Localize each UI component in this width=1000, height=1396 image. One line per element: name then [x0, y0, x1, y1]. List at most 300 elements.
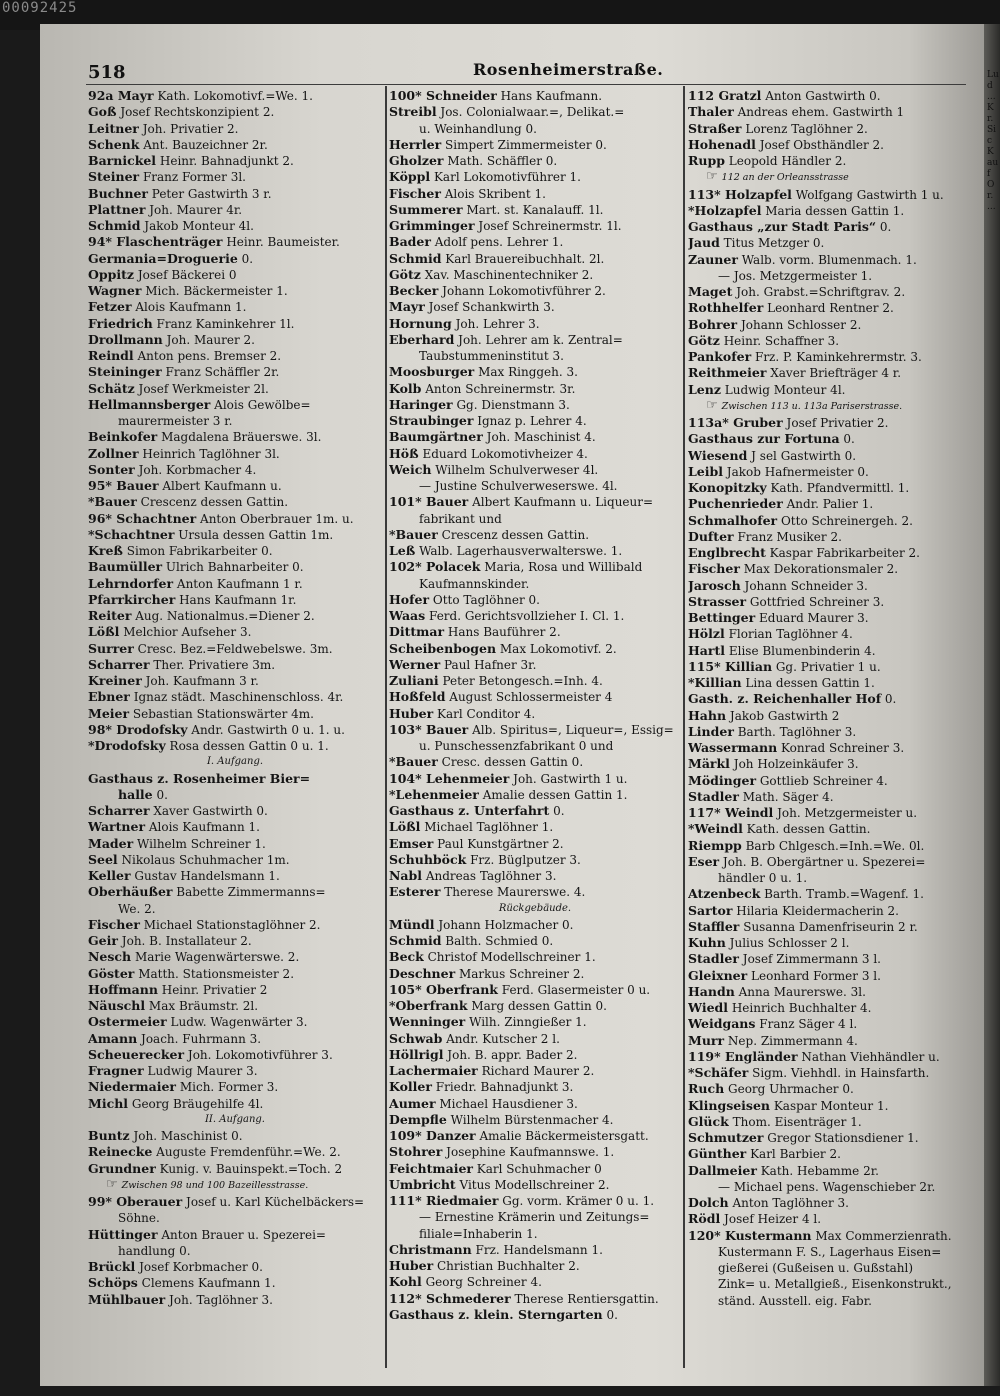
- directory-entry: [88, 998, 382, 1014]
- resident-details: Josef Bäckerei 0: [134, 267, 237, 282]
- resident-details: Andreas ehem. Gastwirth 1: [733, 105, 905, 120]
- entry-continuation: [688, 268, 964, 284]
- pointing-hand-icon: ☞: [106, 1176, 118, 1192]
- directory-entry: [688, 153, 964, 169]
- resident-details: Xaver Briefträger 4 r.: [766, 366, 902, 381]
- directory-entry: [389, 527, 681, 543]
- directory-entry: [688, 104, 964, 120]
- resident-name: Scharrer: [88, 656, 150, 672]
- entry-text: gießerei (Gußeisen u. Gußstahl): [718, 1261, 914, 1275]
- resident-details: Joh. Maschinist 4.: [482, 430, 596, 445]
- resident-name: Steiner: [88, 169, 140, 185]
- entry-text: handlung 0.: [118, 1243, 191, 1258]
- resident-name: Schmid: [389, 933, 442, 948]
- resident-name: Göster: [88, 965, 135, 981]
- resident-details: Georg Bräugehilfe 4l.: [128, 1096, 264, 1111]
- directory-entry: [88, 1194, 382, 1210]
- directory-entry: [688, 724, 964, 740]
- resident-details: Christian Buchhalter 2.: [433, 1259, 580, 1273]
- resident-details: Michael Stationstaglöhner 2.: [139, 917, 321, 932]
- resident-details: Heinr. Schaffner 3.: [719, 333, 840, 348]
- resident-name: Pfarrkircher: [88, 591, 176, 607]
- directory-entry: [688, 382, 964, 398]
- entry-text: — Jos. Metzgermeister 1.: [718, 268, 873, 283]
- entry-continuation: [389, 1209, 681, 1225]
- directory-entry: [88, 1259, 382, 1275]
- resident-details: Gg. Privatier 1 u.: [772, 659, 881, 674]
- entry-continuation: [688, 1260, 964, 1276]
- directory-entry: [389, 1047, 681, 1063]
- directory-entry: [88, 559, 382, 575]
- entry-text: Zink= u. Metallgieß., Eisenkonstrukt.,: [718, 1277, 952, 1292]
- directory-entry: [688, 415, 964, 431]
- resident-details: Heinrich Taglöhner 3l.: [138, 446, 280, 461]
- resident-details: Franz Musiker 2.: [733, 529, 842, 544]
- resident-details: Frz. Büglputzer 3.: [466, 852, 581, 867]
- resident-name: Mödinger: [688, 772, 757, 788]
- resident-name: Wassermann: [688, 740, 778, 755]
- resident-name: Eser: [688, 853, 720, 869]
- resident-name: Gleixner: [688, 967, 748, 983]
- resident-name: Atzenbeck: [688, 886, 761, 902]
- directory-entry: [688, 219, 964, 235]
- resident-details: Joh. Privatier 2.: [138, 121, 239, 136]
- entry-text: Kaufmannskinder.: [419, 576, 530, 591]
- resident-details: Anton Oberbrauer 1m. u.: [196, 511, 354, 526]
- resident-name: Beinkofer: [88, 429, 158, 445]
- resident-details: Aug. Nationalmus.=Diener 2.: [131, 609, 315, 623]
- resident-name: Höllrigl: [389, 1046, 444, 1062]
- directory-entry: [688, 838, 964, 854]
- directory-entry: [389, 202, 681, 218]
- entry-text: I. Aufgang.: [206, 756, 264, 768]
- directory-entry: [688, 1000, 964, 1016]
- resident-name: Bohrer: [688, 316, 738, 332]
- resident-details: Gottlieb Schreiner 4.: [756, 773, 888, 788]
- directory-entry: [88, 1292, 382, 1308]
- resident-name: Goß: [88, 104, 117, 120]
- resident-name: Schuhböck: [389, 851, 467, 867]
- resident-details: 0.: [237, 251, 254, 266]
- resident-name: Lachermaier: [389, 1063, 478, 1078]
- directory-entry: [88, 527, 382, 543]
- directory-entry: [389, 251, 681, 267]
- resident-name: Weidgans: [688, 1016, 756, 1032]
- resident-name: Wiesend: [688, 447, 748, 463]
- directory-entry: [88, 186, 382, 202]
- directory-entry: [688, 1049, 964, 1065]
- resident-details: Marie Wagenwärterswe. 2.: [131, 950, 300, 965]
- resident-details: Cresc. dessen Gattin 0.: [437, 755, 584, 770]
- directory-entry: [88, 803, 382, 819]
- cross-street-note: [688, 398, 964, 415]
- resident-name: Gholzer: [389, 153, 444, 168]
- resident-details: Josef Rechtskonzipient 2.: [116, 105, 275, 120]
- resident-details: Joh. Lehrer 3.: [451, 316, 540, 331]
- resident-name: Jaud: [688, 235, 720, 251]
- directory-entry: [389, 787, 681, 803]
- directory-entry: [88, 1096, 382, 1112]
- resident-name: *Holzapfel: [688, 202, 762, 218]
- section-heading: [88, 1112, 382, 1128]
- resident-name: Bettinger: [688, 610, 756, 625]
- resident-name: Gasthaus zur Fortuna: [688, 431, 840, 447]
- directory-entry: [688, 626, 964, 642]
- resident-details: Wilhelm Schreiner 1.: [133, 836, 266, 851]
- resident-details: Marg dessen Gattin 0.: [467, 999, 607, 1013]
- resident-details: Eduard Maurer 3.: [755, 611, 869, 625]
- resident-name: Glück: [688, 1113, 729, 1129]
- entry-continuation: [688, 1276, 964, 1292]
- resident-details: Sigm. Viehhdl. in Hainsfarth.: [748, 1066, 930, 1080]
- resident-name: Reindl: [88, 348, 134, 363]
- resident-details: Frz. P. Kaminkehrermstr. 3.: [751, 350, 922, 364]
- directory-entry: [688, 284, 964, 300]
- directory-entry: [88, 836, 382, 852]
- resident-details: Joh. B. Installateur 2.: [117, 934, 252, 948]
- resident-details: Alois Kaufmann 1.: [145, 820, 260, 835]
- resident-name: Barnickel: [88, 153, 157, 168]
- directory-entry: [88, 364, 382, 380]
- resident-name: Fischer: [389, 185, 441, 201]
- resident-details: Matth. Stationsmeister 2.: [134, 966, 295, 981]
- resident-name: Fischer: [688, 561, 740, 577]
- cross-street-note: [688, 169, 964, 186]
- directory-entry: [688, 984, 964, 1000]
- directory-entry: [88, 251, 382, 267]
- resident-name: Streibl: [389, 104, 437, 120]
- resident-details: Josef Schreinermstr. 1l.: [474, 219, 622, 233]
- directory-entry: [88, 202, 382, 218]
- resident-details: Joh. Grabst.=Schriftgrav. 2.: [732, 285, 906, 299]
- resident-details: Eduard Lokomotivheizer 4.: [418, 446, 588, 461]
- resident-name: Kolb: [389, 380, 422, 396]
- resident-details: Otto Schreinergeh. 2.: [777, 513, 913, 528]
- resident-name: Hölzl: [688, 626, 725, 642]
- directory-entry: [688, 317, 964, 333]
- directory-entry: [688, 333, 964, 349]
- resident-name: Waas: [389, 608, 426, 623]
- directory-entry: [88, 1275, 382, 1291]
- resident-name: Geir: [88, 933, 118, 948]
- entry-text: 112 an der Orleansstrasse: [721, 172, 849, 184]
- resident-name: 117* Weindl: [688, 805, 774, 820]
- resident-details: Anton Brauer u. Spezerei=: [157, 1227, 326, 1242]
- directory-entry: [688, 448, 964, 464]
- resident-name: Deschner: [389, 965, 456, 981]
- resident-name: Leß: [389, 543, 416, 558]
- directory-entry: [88, 738, 382, 754]
- resident-name: 111* Riedmaier: [389, 1193, 499, 1208]
- resident-name: Götz: [389, 266, 421, 282]
- resident-name: Schwab: [389, 1030, 443, 1046]
- resident-name: Ebner: [88, 689, 130, 705]
- directory-entry: [688, 854, 964, 870]
- resident-details: Joh. B. appr. Bader 2.: [443, 1047, 578, 1062]
- resident-name: Esterer: [389, 884, 441, 900]
- directory-entry: [688, 1211, 964, 1227]
- resident-details: Leonhard Former 3 l.: [747, 968, 881, 983]
- directory-entry: [389, 1291, 681, 1307]
- resident-name: Reinecke: [88, 1144, 153, 1160]
- resident-details: Josef Werkmeister 2l.: [134, 381, 269, 396]
- resident-details: Karl Conditor 4.: [433, 706, 536, 721]
- resident-details: Nikolaus Schuhmacher 1m.: [117, 852, 290, 867]
- resident-details: Maria, Rosa und Willibald: [480, 560, 643, 575]
- resident-name: *Lehenmeier: [389, 786, 479, 802]
- resident-name: Nesch: [88, 949, 132, 965]
- cross-street-note: [88, 1177, 382, 1194]
- section-heading: [389, 901, 681, 917]
- resident-details: Peter Gastwirth 3 r.: [147, 186, 272, 201]
- resident-name: Fischer: [88, 916, 140, 932]
- resident-name: Schmid: [88, 218, 141, 233]
- resident-name: Wiedl: [688, 1000, 729, 1015]
- resident-details: Hans Kaufmann 1r.: [175, 592, 297, 607]
- resident-details: Julius Schlosser 2 l.: [725, 936, 850, 950]
- resident-name: 95* Bauer: [88, 478, 159, 493]
- resident-name: Schenk: [88, 136, 140, 152]
- resident-name: Dufter: [688, 528, 734, 544]
- directory-entry: [688, 951, 964, 967]
- resident-name: Günther: [688, 1146, 747, 1162]
- directory-entry: [389, 1307, 681, 1323]
- resident-details: Therese Rentiersgattin.: [510, 1291, 659, 1306]
- resident-details: Michael Taglöhner 1.: [420, 820, 554, 835]
- resident-details: 0.: [881, 692, 897, 707]
- resident-name: 120* Kustermann: [688, 1227, 812, 1243]
- resident-name: Lenz: [688, 381, 721, 397]
- resident-name: Germania=Droguerie: [88, 250, 238, 266]
- directory-entry: [389, 88, 681, 104]
- resident-name: *Drodofsky: [88, 738, 166, 753]
- resident-details: Wolfgang Gastwirth 1 u.: [791, 187, 944, 202]
- directory-entry: [688, 708, 964, 724]
- resident-details: Jos. Colonialwaar.=, Delikat.=: [436, 105, 625, 120]
- resident-name: *Schäfer: [688, 1065, 749, 1080]
- directory-entry: [88, 592, 382, 608]
- resident-name: 98* Drodofsky: [88, 721, 188, 737]
- directory-entry: [389, 706, 681, 722]
- resident-details: Mart. st. Kanalauff. 1l.: [462, 202, 604, 217]
- resident-name: Hornung: [389, 315, 452, 331]
- resident-name: Plattner: [88, 201, 146, 217]
- entry-continuation: [688, 1179, 964, 1195]
- directory-entry: [88, 446, 382, 462]
- directory-entry: [389, 1274, 681, 1290]
- directory-entry: [88, 1014, 382, 1030]
- resident-name: Sartor: [688, 902, 733, 918]
- resident-name: Straubinger: [389, 413, 474, 428]
- resident-name: Dempfle: [389, 1111, 447, 1127]
- resident-details: Karl Brauereibuchhalt. 2l.: [441, 251, 605, 266]
- directory-entry: [688, 1130, 964, 1146]
- entry-text: — Michael pens. Wagenschieber 2r.: [718, 1179, 936, 1194]
- resident-details: Andr. Kutscher 2 l.: [442, 1031, 560, 1046]
- resident-name: Maget: [688, 284, 733, 299]
- directory-entry: [389, 299, 681, 315]
- resident-name: *Killian: [688, 675, 742, 690]
- directory-entry: [688, 1114, 964, 1130]
- directory-entry: [389, 1063, 681, 1079]
- resident-details: Josef u. Karl Küchelbäckers=: [182, 1195, 365, 1209]
- resident-name: Kuhn: [688, 935, 726, 950]
- resident-name: Reithmeier: [688, 365, 767, 381]
- entry-text: Kustermann F. S., Lagerhaus Eisen=: [718, 1244, 942, 1259]
- resident-name: 112* Schmederer: [389, 1290, 511, 1306]
- entry-text: — Ernestine Krämerin und Zeitungs=: [419, 1210, 650, 1225]
- resident-details: Karl Schuhmacher 0: [472, 1161, 602, 1176]
- directory-entry: [88, 348, 382, 364]
- resident-name: Feichtmaier: [389, 1160, 473, 1176]
- resident-details: Kath. Hebamme 2r.: [756, 1163, 879, 1178]
- resident-name: Wenninger: [389, 1014, 466, 1030]
- column-divider-1: [385, 86, 387, 1368]
- resident-details: Joh. Maurer 4r.: [145, 202, 243, 217]
- resident-name: *Schachtner: [88, 526, 175, 542]
- resident-name: Ruch: [688, 1081, 725, 1097]
- resident-details: Josef Obsthändler 2.: [755, 137, 884, 152]
- entry-text: Söhne.: [118, 1211, 160, 1226]
- directory-entry: [88, 884, 382, 900]
- resident-name: Stohrer: [389, 1144, 443, 1160]
- directory-entry: [389, 1144, 681, 1160]
- resident-details: Alois Skribent 1.: [440, 186, 546, 201]
- resident-name: Niedermaier: [88, 1079, 177, 1095]
- entry-continuation: [688, 1293, 964, 1309]
- resident-name: Schmalhofer: [688, 512, 778, 528]
- resident-details: Max Lokomotivf. 2.: [496, 641, 617, 656]
- directory-entry: [389, 316, 681, 332]
- directory-entry: [688, 252, 964, 268]
- resident-details: Ludwig Monteur 4l.: [720, 382, 846, 397]
- directory-entry: [88, 1128, 382, 1144]
- directory-entry: [88, 1227, 382, 1243]
- directory-entry: [389, 234, 681, 250]
- directory-entry: [688, 464, 964, 480]
- resident-name: Zollner: [88, 445, 139, 461]
- resident-details: Simon Fabrikarbeiter 0.: [122, 544, 273, 558]
- resident-name: Gasthaus z. klein. Sterngarten: [389, 1306, 603, 1322]
- resident-name: Thaler: [688, 104, 734, 120]
- resident-details: Kath. Lokomotivf.=We. 1.: [153, 89, 313, 103]
- directory-entry: [688, 756, 964, 772]
- resident-name: 112 Gratzl: [688, 88, 762, 103]
- directory-entry: [389, 397, 681, 413]
- directory-entry: [389, 218, 681, 234]
- resident-name: Baumüller: [88, 559, 163, 575]
- resident-details: Alois Gewölbe=: [210, 397, 311, 412]
- resident-name: Surrer: [88, 640, 134, 656]
- directory-entry: [389, 966, 681, 982]
- directory-entry: [688, 886, 964, 902]
- page-number: 518: [88, 62, 126, 83]
- resident-name: Rupp: [688, 153, 725, 168]
- resident-details: Anton Taglöhner 3.: [728, 1196, 849, 1210]
- resident-details: Franz Säger 4 l.: [755, 1017, 858, 1032]
- directory-entry: [389, 819, 681, 835]
- directory-entry: [389, 884, 681, 900]
- directory-entry: [389, 283, 681, 299]
- resident-name: Riempp: [688, 837, 742, 853]
- resident-details: 0.: [876, 220, 892, 234]
- directory-entry: [688, 513, 964, 529]
- resident-details: Wilhelm Schulverweser 4l.: [431, 462, 599, 477]
- next-page-edge-text: Lud ... Kr. Sic Kauf Or. ...: [987, 70, 999, 212]
- resident-name: Hofer: [389, 591, 430, 607]
- entry-continuation: [88, 787, 382, 803]
- resident-name: Eberhard: [389, 331, 455, 347]
- directory-entry: [88, 283, 382, 299]
- directory-entry: [389, 673, 681, 689]
- resident-details: Albert Kaufmann u. Liqueur=: [468, 495, 654, 510]
- resident-details: Lorenz Taglöhner 2.: [741, 121, 868, 136]
- resident-details: Heinr. Bahnadjunkt 2.: [156, 154, 294, 168]
- entry-continuation: [88, 901, 382, 917]
- section-heading: [88, 754, 382, 770]
- directory-entry: [389, 982, 681, 998]
- directory-entry: [688, 675, 964, 691]
- directory-entry: [389, 413, 681, 429]
- resident-details: Nep. Zimmermann 4.: [724, 1033, 858, 1048]
- entry-continuation: [389, 348, 681, 364]
- directory-entry: [389, 543, 681, 559]
- directory-entry: [688, 349, 964, 365]
- resident-details: Ant. Bauzeichner 2r.: [139, 137, 268, 152]
- resident-name: Stadler: [688, 788, 739, 804]
- resident-name: Götz: [688, 332, 720, 348]
- directory-entry: [389, 592, 681, 608]
- directory-entry: [88, 234, 382, 250]
- entry-continuation: [88, 413, 382, 429]
- directory-entry: [688, 235, 964, 251]
- directory-entry: [389, 852, 681, 868]
- entry-continuation: [688, 1244, 964, 1260]
- resident-name: Scheibenbogen: [389, 640, 497, 656]
- resident-details: 0.: [602, 1307, 618, 1322]
- resident-details: 0.: [839, 432, 855, 447]
- directory-entry: [688, 496, 964, 512]
- directory-entry: [688, 1065, 964, 1081]
- directory-entry: [688, 740, 964, 756]
- directory-entry: [389, 754, 681, 770]
- resident-details: August Schlossermeister 4: [445, 690, 613, 705]
- resident-details: Jakob Monteur 4l.: [140, 219, 254, 233]
- resident-details: Otto Taglöhner 0.: [429, 592, 540, 607]
- directory-entry: [88, 868, 382, 884]
- resident-details: Joh. Metzgermeister u.: [773, 806, 918, 820]
- resident-details: Hans Kaufmann.: [496, 89, 603, 103]
- resident-name: Moosburger: [389, 364, 475, 380]
- directory-entry: [88, 121, 382, 137]
- resident-details: Franz Schäffler 2r.: [161, 365, 280, 380]
- resident-name: Pankofer: [688, 349, 752, 364]
- street-heading: Rosenheimerstraße.: [473, 60, 664, 79]
- resident-details: Leopold Händler 2.: [724, 154, 847, 168]
- resident-details: Anton Kaufmann 1 r.: [173, 576, 303, 591]
- resident-details: Ignaz p. Lehrer 4.: [473, 414, 587, 428]
- directory-entry: [688, 1195, 964, 1211]
- resident-name: Mühlbauer: [88, 1291, 166, 1307]
- resident-details: Barb Chlgesch.=Inh.=We. 0l.: [741, 838, 925, 853]
- resident-details: Kunig. v. Bauinspekt.=Toch. 2: [155, 1161, 343, 1176]
- directory-entry: [88, 381, 382, 397]
- resident-name: Seel: [88, 851, 118, 867]
- resident-details: Crescenz dessen Gattin.: [136, 495, 289, 510]
- resident-details: Ludw. Wagenwärter 3.: [166, 1015, 308, 1030]
- resident-details: Karl Barbier 2.: [746, 1147, 841, 1162]
- resident-details: Joh. Taglöhner 3.: [165, 1292, 273, 1307]
